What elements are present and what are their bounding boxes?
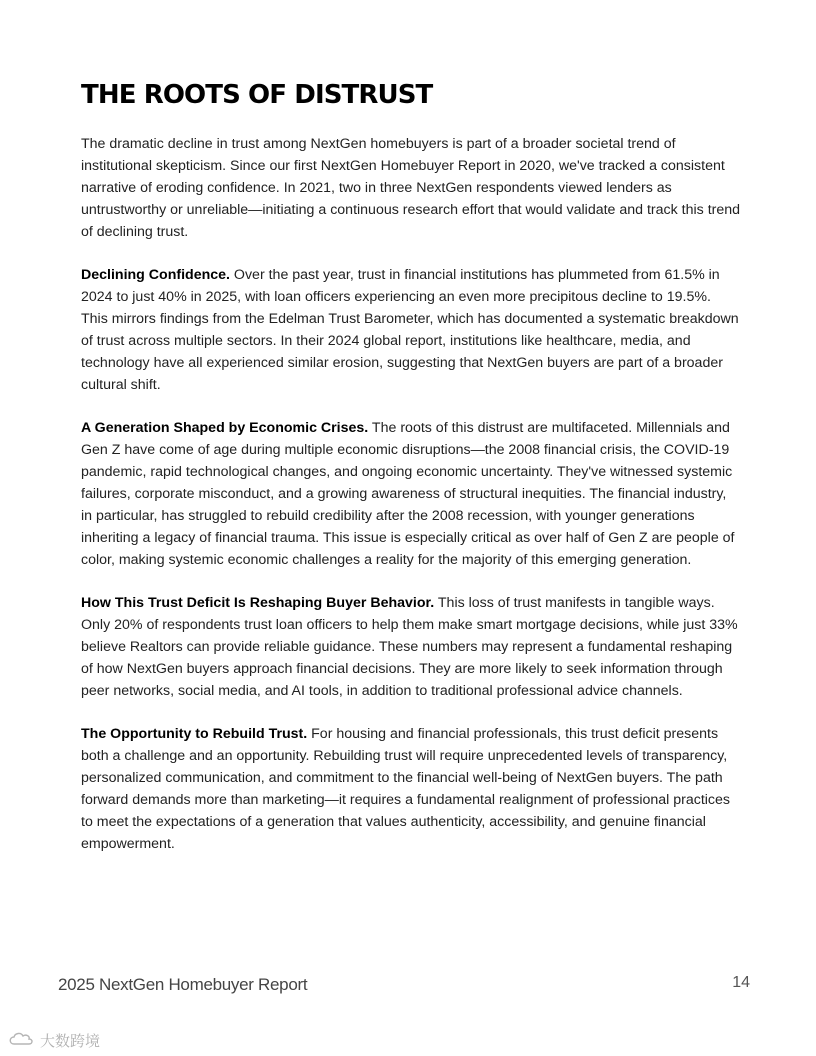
paragraph-declining-confidence	[81, 264, 741, 396]
paragraph-buyer-behavior	[81, 592, 741, 702]
watermark-text: 大数跨境	[40, 1033, 101, 1050]
watermark	[8, 1030, 100, 1051]
page-title: THE ROOTS OF DISTRUST	[81, 80, 433, 110]
page-number: 14	[732, 974, 750, 991]
paragraph-lead: Declining Confidence.	[81, 267, 230, 283]
paragraph-lead: A Generation Shaped by Economic Crises.	[81, 420, 369, 436]
article-body	[81, 133, 741, 876]
paragraph-economic-crises	[81, 417, 741, 571]
paragraph-text: Over the past year, trust in financial institutions has plummeted from 61.5% in 2024 to just 40% in 2025, with loan officers experiencing an even more precipitous decline to 19.5%. This mirrors findings from the Edelman Trust Barometer, which has documented a systematic breakdown of trust across multiple sectors. In their 2024 global report, institutions like healthcare, media, and technology have all experienced similar erosion, suggesting that NextGen buyers are part of a broader cultural shift.	[81, 267, 739, 393]
paragraph-lead: The Opportunity to Rebuild Trust.	[81, 726, 308, 742]
paragraph-text: This loss of trust manifests in tangible ways. Only 20% of respondents trust loan officers to help them make smart mortgage decisions, while just 33% believe Realtors can provide reliable guidance. These numbers may represent a fundamental reshaping of how NextGen buyers approach financial decisions. They are more likely to seek information through peer networks, social media, and AI tools, in addition to traditional professional advice channels.	[81, 595, 738, 699]
paragraph-intro	[81, 133, 741, 243]
paragraph-text: The dramatic decline in trust among NextGen homebuyers is part of a broader societal trend of institutional skepticism. Since our first NextGen Homebuyer Report in 2020, we've tracked a consistent narrative of eroding confidence. In 2021, two in three NextGen respondents viewed lenders as untrustworthy or unreliable—initiating a continuous research effort that would validate and track this trend of declining trust.	[81, 136, 741, 240]
paragraph-lead: How This Trust Deficit Is Reshaping Buyer Behavior.	[81, 595, 435, 611]
paragraph-text: For housing and financial professionals, this trust deficit presents both a challenge and an opportunity. Rebuilding trust will require unprecedented levels of transparency, personalized communication, and commitment to the financial well-being of NextGen buyers. The path forward demands more than marketing—it requires a fundamental realignment of professional practices to meet the expectations of a generation that values authenticity, accessibility, and genuine financial empowerment.	[81, 726, 731, 852]
paragraph-text: The roots of this distrust are multifaceted. Millennials and Gen Z have come of age during multiple economic disruptions—the 2008 financial crisis, the COVID-19 pandemic, rapid technological changes, and ongoing economic uncertainty. They've witnessed systemic failures, corporate misconduct, and a growing awareness of structural inequities. The financial industry, in particular, has struggled to rebuild credibility after the 2008 recession, with younger generations inheriting a legacy of financial trauma. This issue is especially critical as over half of Gen Z are people of color, making systemic economic challenges a reality for the majority of this emerging generation.	[81, 420, 735, 568]
paragraph-rebuild-trust	[81, 723, 741, 855]
footer-report-title: 2025 NextGen Homebuyer Report	[58, 975, 308, 994]
cloud-logo-icon	[8, 1031, 38, 1050]
